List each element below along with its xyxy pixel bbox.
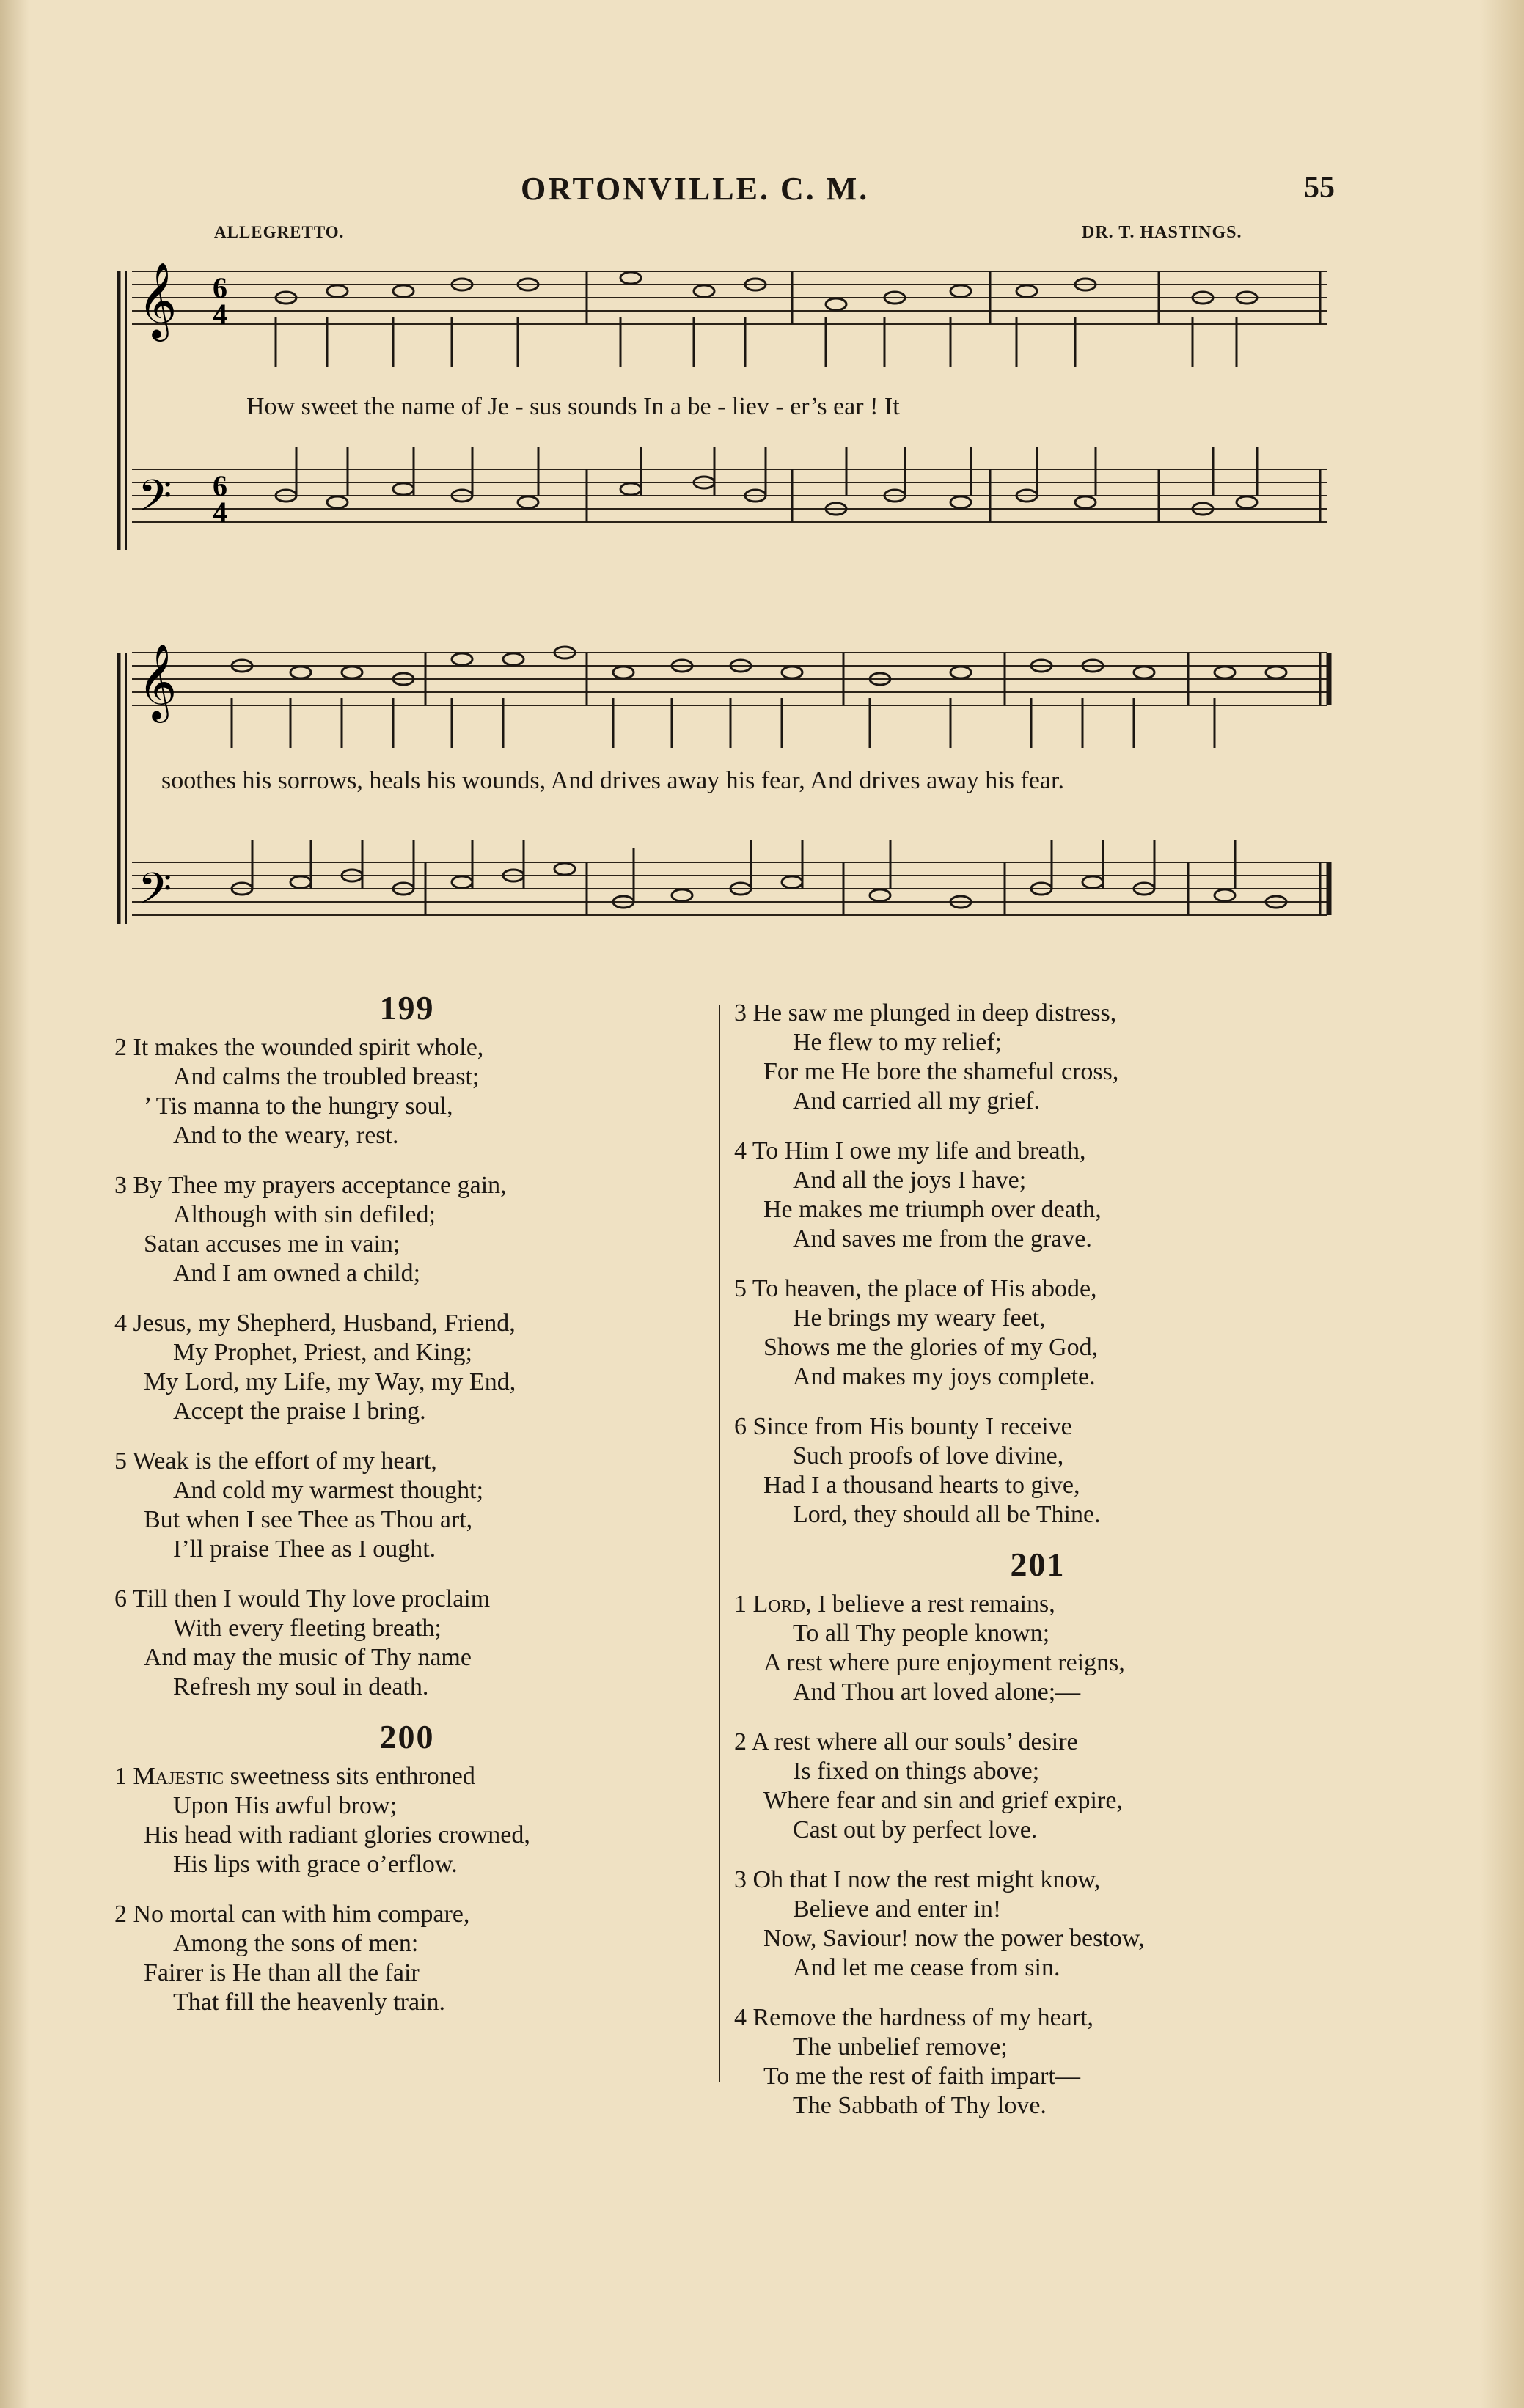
hymn-199-stanza-6: 6 Till then I would Thy love proclaim With every fleeting breath; And may the music of Thy name Refresh my soul in death. <box>114 1585 491 1700</box>
column-divider <box>719 1005 720 2082</box>
hymn-199-stanza-2: 2 It makes the wounded spirit whole, And calms the troubled breast; ’ Tis manna to the hungry soul, And to the weary, rest. <box>114 1034 484 1149</box>
lyric-line-1: How sweet the name of Je - sus sounds In a be - liev - er’s ear ! It <box>246 393 900 420</box>
tempo-marking: ALLEGRETTO. <box>214 223 345 241</box>
hymn-number-200: 200 <box>379 1718 435 1755</box>
composer-credit: DR. T. HASTINGS. <box>1082 223 1242 242</box>
lyric-line-2: soothes his sorrows, heals his wounds, And drives away his fear, And drives away his fear. <box>161 767 1064 794</box>
hymn-199-stanza-5: 5 Weak is the effort of my heart, And cold my warmest thought; But when I see Thee as Thou art, I’ll praise Thee as I ought. <box>114 1447 484 1563</box>
hymn-201-stanza-4: 4 Remove the hardness of my heart, The unbelief remove; To me the rest of faith impart— The Sabbath of Thy love. <box>734 2004 1094 2119</box>
hymn-200-stanza-5: 5 To heaven, the place of His abode, He brings my weary feet, Shows me the glories of my God, And makes my joys complete. <box>734 1275 1099 1390</box>
music-system-1 <box>117 249 1335 565</box>
svg-text:4: 4 <box>213 496 227 529</box>
hymn-200-stanza-2: 2 No mortal can with him compare, Among the sons of men: Fairer is He than all the fair That fill the heavenly train. <box>114 1901 470 2016</box>
svg-text:𝄞: 𝄞 <box>138 643 177 720</box>
page-edge-left <box>0 0 29 2408</box>
right-column <box>730 999 1346 2141</box>
svg-text:𝄢: 𝄢 <box>138 470 172 532</box>
hymn-200-stanza-1: 1 Majestic sweetness sits enthroned Upon His awful brow; His head with radiant glories crowned, His lips with grace o’erflow. <box>114 1763 530 1878</box>
hymn-201-stanza-2: 2 A rest where all our souls’ desire Is fixed on things above; Where fear and sin and grief expire, Cast out by perfect love. <box>734 1728 1123 1843</box>
page-header <box>513 170 1335 221</box>
hymn-200-stanza-3: 3 He saw me plunged in deep distress, He flew to my relief; For me He bore the shameful cross, And carried all my grief. <box>734 999 1119 1115</box>
svg-text:6: 6 <box>213 271 227 304</box>
page-edge-right <box>1480 0 1524 2408</box>
hymn-199-stanza-3: 3 By Thee my prayers acceptance gain, Although with sin defiled; Satan accuses me in vain; And I am owned a child; <box>114 1172 507 1287</box>
svg-text:𝄢: 𝄢 <box>138 863 172 925</box>
svg-text:4: 4 <box>213 298 227 331</box>
hymn-201-stanza-3: 3 Oh that I now the rest might know, Believe and enter in! Now, Saviour! now the power bestow, And let me cease from sin. <box>734 1866 1145 1981</box>
hymn-200-stanza-6: 6 Since from His bounty I receive Such proofs of love divine, Had I a thousand hearts to give, Lord, they should all be Thine. <box>734 1413 1101 1528</box>
hymn-199-stanza-4: 4 Jesus, my Shepherd, Husband, Friend, My Prophet, Priest, and King; My Lord, my Life, my Way, my End, Accept the praise I bring. <box>114 1310 516 1425</box>
left-column <box>110 989 704 2038</box>
hymn-200-stanza-4: 4 To Him I owe my life and breath, And all the joys I have; He makes me triumph over death, And saves me from the grave. <box>734 1137 1102 1252</box>
hymn-201-stanza-1: 1 Lord, I believe a rest remains, To all Thy people known; A rest where pure enjoyment reigns, And Thou art loved alone;— <box>734 1590 1125 1706</box>
hymn-number-199: 199 <box>379 989 435 1027</box>
page-number: 55 <box>1304 171 1335 205</box>
tune-title: ORTONVILLE. C. M. <box>521 171 870 207</box>
svg-text:6: 6 <box>213 469 227 502</box>
hymn-number-201: 201 <box>1010 1546 1066 1583</box>
svg-text:𝄞: 𝄞 <box>138 262 177 339</box>
music-system-2 <box>117 623 1335 961</box>
